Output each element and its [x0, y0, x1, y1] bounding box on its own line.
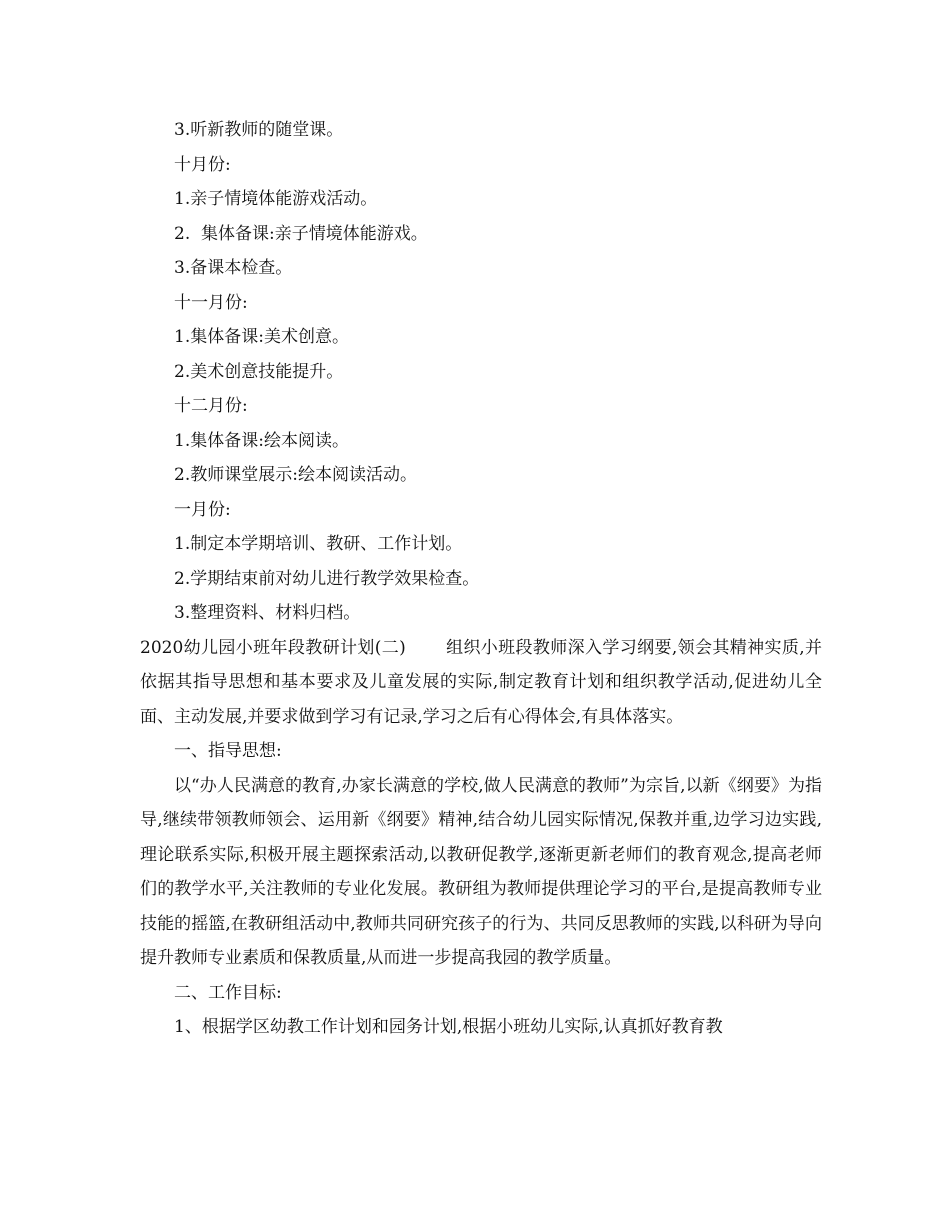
- list-item: 2.学期结束前对幼儿进行教学效果检查。: [174, 568, 480, 589]
- month-heading-november: 十一月份:: [174, 292, 248, 313]
- list-item: 3.备课本检查。: [174, 258, 293, 278]
- list-item: 1.集体备课:绘本阅读。: [174, 430, 349, 451]
- intro-paragraph: [140, 631, 822, 735]
- list-item: 1.集体备课:美术创意。: [174, 327, 349, 347]
- work-goals-paragraph: 1、根据学区幼教工作计划和园务计划,根据小班幼儿实际,认真抓好教育教: [174, 1017, 723, 1037]
- intro-text: 组织小班段教师深入学习纲要,领会其精神实质,并依据其指导思想和基本要求及儿童发展的实际,制定教育计划和组织教学活动,促进幼儿全面、主动发展,并要求做到学习有记录,学习之后有心得体会,有具体落实。: [140, 637, 822, 727]
- list-item: 1.亲子情境体能游戏活动。: [174, 189, 378, 209]
- section-heading-guiding-thought: 一、指导思想:: [174, 741, 282, 761]
- list-item: 3.整理资料、材料归档。: [174, 603, 361, 623]
- list-item: 2. 集体备课:亲子情境体能游戏。: [174, 223, 428, 244]
- list-item: 1.制定本学期培训、教研、工作计划。: [174, 534, 463, 554]
- guiding-thought-paragraph: 以“办人民满意的教育,办家长满意的学校,做人民满意的教师”为宗旨,以新《纲要》为指导,继续带领教师领会、运用新《纲要》精神,结合幼儿园实际情况,保教并重,边学习边实践,理论联系实际,积极开展主题探索活动,以教研促教学,逐渐更新老师们的教育观念,提高老师们的教学水平,关注教师的专业化发展。教研组为教师提供理论学习的平台,是提高教师专业技能的摇篮,在教研组活动中,教师共同研究孩子的行为、共同反思教师的实践,以科研为导向提升教师专业素质和保教质量,从而进一步提高我园的教学质量。: [140, 775, 822, 968]
- section-heading-work-goals: 二、工作目标:: [174, 982, 282, 1003]
- month-heading-december: 十二月份:: [174, 396, 248, 416]
- month-heading-january: 一月份:: [174, 499, 231, 520]
- list-item: 2.教师课堂展示:绘本阅读活动。: [174, 465, 417, 485]
- list-item: 2.美术创意技能提升。: [174, 361, 344, 382]
- plan-title: 2020幼儿园小班年段教研计划(二): [140, 637, 406, 658]
- list-item: 3.听新教师的随堂课。: [174, 120, 344, 140]
- document-body: [140, 113, 822, 1045]
- month-heading-october: 十月份:: [174, 154, 231, 175]
